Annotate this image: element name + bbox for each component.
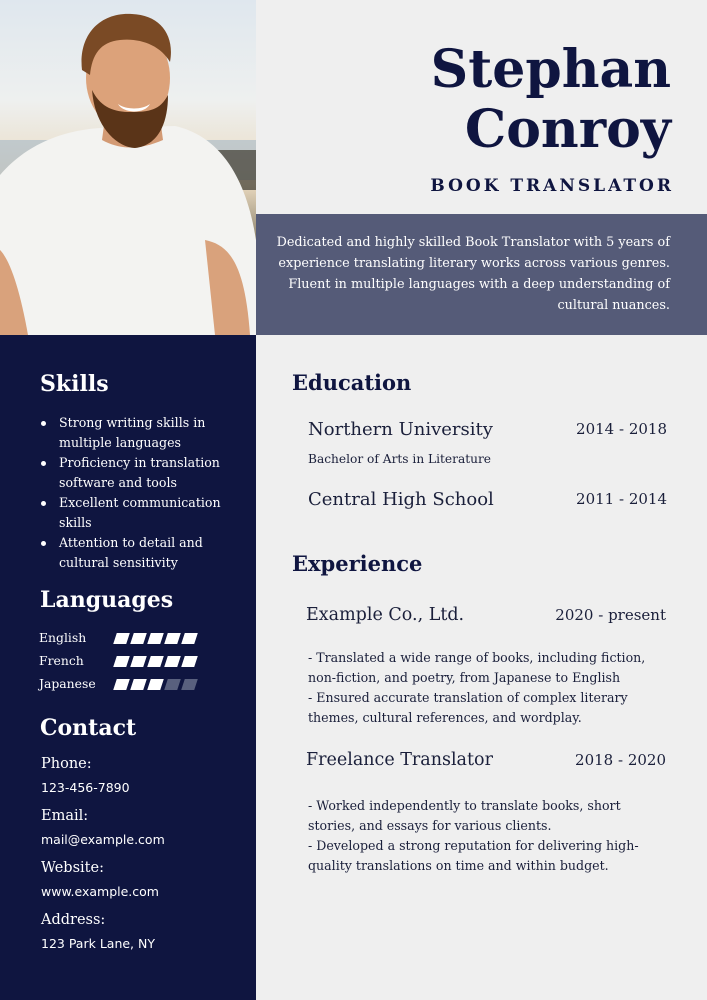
portrait-illustration — [0, 0, 256, 335]
skill-item: Proficiency in translation software and tools — [40, 453, 240, 493]
website-label: Website: — [41, 860, 104, 876]
website-value: www.example.com — [41, 884, 159, 899]
level-segment-filled — [147, 633, 164, 644]
level-segment-filled — [130, 633, 147, 644]
first-name: Stephan — [430, 39, 671, 100]
level-segment-filled — [130, 656, 147, 667]
skills-list — [40, 413, 240, 573]
full-name — [431, 40, 671, 160]
email-value: mail@example.com — [41, 832, 165, 847]
experience-years: 2018 - 2020 — [575, 751, 666, 769]
languages-heading: Languages — [40, 587, 174, 613]
level-segment-filled — [164, 656, 181, 667]
education-years: 2014 - 2018 — [576, 420, 667, 438]
address-label: Address: — [41, 912, 106, 928]
experience-company: Example Co., Ltd. — [306, 605, 465, 625]
phone-value: 123-456-7890 — [41, 780, 130, 795]
experience-company: Freelance Translator — [306, 750, 493, 770]
duty-item: - Worked independently to translate books, short stories, and essays for various clients. — [308, 798, 621, 833]
language-level-bar — [115, 633, 196, 644]
last-name: Conroy — [464, 99, 671, 160]
level-segment-filled — [147, 679, 164, 690]
language-name: Japanese — [39, 676, 96, 691]
education-degree: Bachelor of Arts in Literature — [308, 452, 492, 466]
language-level-bar — [115, 656, 196, 667]
sidebar — [0, 335, 256, 1000]
level-segment-filled — [113, 633, 130, 644]
level-segment-filled — [181, 656, 198, 667]
skills-heading: Skills — [40, 371, 109, 397]
skill-item: Attention to detail and cultural sensitivity — [40, 533, 240, 573]
duty-item: - Ensured accurate translation of complex literary themes, cultural references, and wordplay. — [308, 690, 628, 725]
address-value: 123 Park Lane, NY — [41, 936, 155, 951]
level-segment-filled — [181, 633, 198, 644]
language-row-english — [39, 630, 239, 648]
experience-duties — [308, 796, 668, 876]
education-heading: Education — [292, 370, 412, 395]
experience-heading: Experience — [292, 551, 423, 576]
language-level-bar — [115, 679, 196, 690]
experience-years: 2020 - present — [555, 606, 666, 624]
contact-heading: Contact — [40, 715, 137, 741]
duty-item: - Developed a strong reputation for delivering high-quality translations on time and within budget. — [308, 838, 639, 873]
language-row-japanese — [39, 676, 239, 694]
education-years: 2011 - 2014 — [576, 490, 667, 508]
level-segment-filled — [113, 656, 130, 667]
language-name: English — [39, 630, 87, 645]
email-label: Email: — [41, 808, 89, 824]
level-segment-empty — [164, 679, 181, 690]
experience-duties — [308, 648, 668, 728]
level-segment-filled — [164, 633, 181, 644]
level-segment-empty — [181, 679, 198, 690]
job-title: BOOK TRANSLATOR — [430, 176, 674, 196]
summary-band — [256, 214, 707, 335]
language-name: French — [39, 653, 84, 668]
profile-photo — [0, 0, 256, 335]
education-school: Northern University — [308, 419, 493, 440]
skill-item: Strong writing skills in multiple languages — [40, 413, 240, 453]
skill-item: Excellent communication skills — [40, 493, 240, 533]
language-row-french — [39, 653, 239, 671]
level-segment-filled — [147, 656, 164, 667]
level-segment-filled — [113, 679, 130, 690]
phone-label: Phone: — [41, 756, 92, 772]
summary-text: Dedicated and highly skilled Book Translator with 5 years of experience translating literary works across various genres. Fluent in multiple languages with a deep understanding of cultural nuances. — [276, 235, 670, 313]
education-school: Central High School — [308, 489, 494, 510]
level-segment-filled — [130, 679, 147, 690]
duty-item: - Translated a wide range of books, including fiction, non-fiction, and poetry, from Japanese to English — [308, 650, 646, 685]
